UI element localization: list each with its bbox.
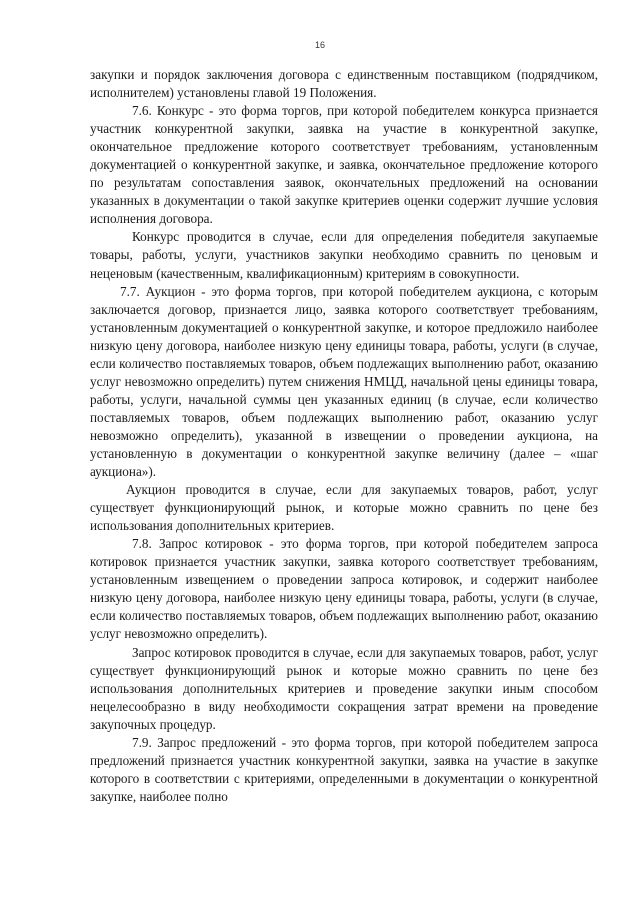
document-body (90, 66, 598, 806)
paragraph-auction-conditions: Аукцион проводится в случае, если для закупаемых товаров, работ, услуг существует функционирующий рынок, и которые можно сравнить по цене без использования дополнительных критериев. (90, 482, 598, 534)
paragraph-7-9-proposal-request: 7.9. Запрос предложений - это форма торгов, при которой победителем запроса предложений признается участник конкурентной закупки, заявка на участие в закупке которого в соответствии с критериями, определенными в документации о конкурентной закупке, наиболее полно (90, 734, 598, 804)
paragraph-7-7-auction: 7.7. Аукцион - это форма торгов, при которой победителем аукциона, с которым заключается договор, признается лицо, заявка которого соответствует требованиям, установленным документацией о конкурентной закупке, и которое предложило наиболее низкую цену договора, наиболее низкую цену единицы товара, работы, услуги (в случае, если количество поставляемых товаров, объем подлежащих выполнению работ, оказанию услуг невозможно определить) путем снижения НМЦД, начальной цены единицы товара, работы, услуги, начальной суммы цен указанных единиц (в случае, если количество поставляемых товаров, объем подлежащих выполнению работ, оказанию услуг невозможно определить), указанной в извещении о проведении аукциона, на установленную в документации о конкурентной закупке величину (далее – «шаг аукциона»). (90, 283, 598, 480)
paragraph-closing-clause-7-5: закупки и порядок заключения договора с единственным поставщиком (подрядчиком, исполнителем) установлены главой 19 Положения. (90, 67, 598, 101)
paragraph-7-8-quotation-request: 7.8. Запрос котировок - это форма торгов, при которой победителем запроса котировок признается участник закупки, заявка которого соответствует требованиям, установленным извещением о проведении запроса котировок, и содержит наиболее низкую цену договора, наиболее низкую цену единицы товара, работы, услуги (в случае, если количество поставляемых товаров, объем подлежащих выполнению работ, оказанию услуг невозможно определить). (90, 536, 598, 642)
paragraph-quotation-conditions: Запрос котировок проводится в случае, если для закупаемых товаров, работ, услуг существует функционирующий рынок и которые можно сравнить по цене без использования дополнительных критериев и проведение закупки иным способом нецелесообразно в виду необходимости сокращения затрат времени на проведение закупочных процедур. (90, 644, 598, 732)
page-number: 16 (314, 40, 325, 50)
paragraph-competition-conditions: Конкурс проводится в случае, если для определения победителя закупаемые товары, работы, услуги, участников закупки необходимо сравнить по ценовым и неценовым (качественным, квалификационным) критериям в совокупности. (90, 229, 598, 281)
paragraph-7-6-competition: 7.6. Конкурс - это форма торгов, при которой победителем конкурса признается участник конкурентной закупки, заявка на участие в конкурентной закупке, окончательное предложение которого соответствует требованиям, установленным документацией о конкурентной закупке, и заявка, окончательное предложение которого по результатам сопоставления заявок, окончательных предложений на основании указанных в документации о такой закупке критериев оценки содержит лучшие условия исполнения договора. (90, 103, 598, 227)
